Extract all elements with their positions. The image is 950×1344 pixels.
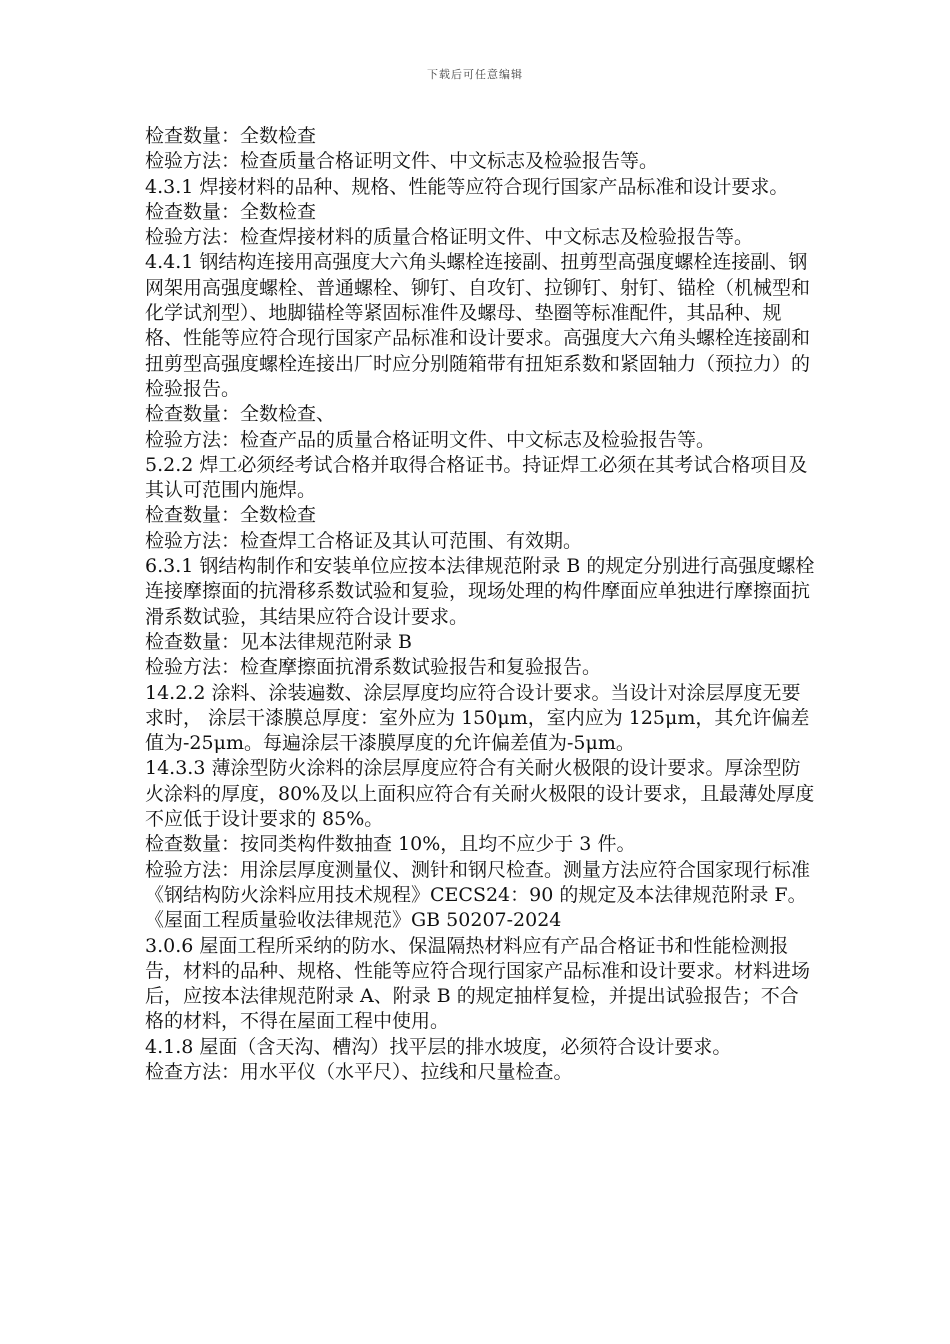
paragraph: 检查数量：全数检查、 [145, 403, 336, 426]
paragraph: 检验方法：检查焊工合格证及其认可范围、有效期。 [145, 529, 583, 552]
paragraph: 5.2.2 焊工必须经考试合格并取得合格证书。持证焊工必须在其考试合格项目及其认可范围内施焊。 [145, 453, 808, 502]
paragraph: 检查数量：全数检查 [145, 200, 317, 223]
paragraph: 检验方法：用涂层厚度测量仪、测针和钢尺检查。测量方法应符合国家现行标准《钢结构防火涂料应用技术规程》CECS24：90 的规定及本法律规范附录 F。 [145, 858, 811, 906]
paragraph: 4.4.1 钢结构连接用高强度大六角头螺栓连接副、扭剪型高强度螺栓连接副、钢网架用高强度螺栓、普通螺栓、铆钉、自攻钉、拉铆钉、射钉、锚栓（机械型和化学试剂型）、地脚锚栓等紧固标准件及螺母、垫圈等标准配件，其品种、规格、性能等应符合现行国家产品标准和设计要求。高强度大六角头螺栓连接副和扭剪型高强度螺栓连接出厂时应分别随箱带有扭矩系数和紧固轴力（预拉力）的检验报告。 [145, 251, 811, 400]
paragraph: 检查数量：按同类构件数抽查 10%，且均不应少于 3 件。 [145, 833, 636, 856]
paragraph: 检验方法：检查焊接材料的质量合格证明文件、中文标志及检验报告等。 [145, 226, 754, 249]
paragraph: 3.0.6 屋面工程所采纳的防水、保温隔热材料应有产品合格证书和性能检测报告，材料的品种、规格、性能等应符合现行国家产品标准和设计要求。材料进场后，应按本法律规范附录 A、附录 B 的规定抽样复检，并提出试验报告；不合格的材料，不得在屋面工程中使用。 [145, 934, 811, 1033]
paragraph: 14.3.3 薄涂型防火涂料的涂层厚度应符合有关耐火极限的设计要求。厚涂型防火涂料的厚度，80%及以上面积应符合有关耐火极限的设计要求，且最薄处厚度不应低于设计要求的 85%。 [145, 757, 815, 831]
paragraph: 4.1.8 屋面（含天沟、槽沟）找平层的排水坡度，必须符合设计要求。 [145, 1035, 732, 1058]
paragraph: 检验方法：检查质量合格证明文件、中文标志及检验报告等。 [145, 150, 659, 173]
page-header: 下载后可任意编辑 [427, 68, 523, 81]
paragraph: 4.3.1 焊接材料的品种、规格、性能等应符合现行国家产品标准和设计要求。 [145, 175, 789, 198]
document-body [145, 124, 815, 1085]
paragraph: 《屋面工程质量验收法律规范》GB 50207-2024 [145, 909, 562, 932]
paragraph: 检验方法：检查产品的质量合格证明文件、中文标志及检验报告等。 [145, 428, 716, 451]
paragraph: 检查数量：全数检查 [145, 504, 317, 527]
paragraph: 14.2.2 涂料、涂装遍数、涂层厚度均应符合设计要求。当设计对涂层厚度无要求时， 涂层干漆膜总厚度：室外应为 150μm，室内应为 125μm，其允许偏差值为-25μm。每遍涂层干漆膜厚度的允许偏差值为-5μm。 [145, 681, 810, 755]
paragraph: 检验方法：检查摩擦面抗滑系数试验报告和复验报告。 [145, 656, 602, 679]
paragraph: 检查方法：用水平仪（水平尺）、拉线和尺量检查。 [145, 1060, 573, 1083]
paragraph: 检查数量：全数检查 [145, 125, 317, 147]
paragraph: 检查数量：见本法律规范附录 B [145, 630, 413, 653]
paragraph: 6.3.1 钢结构制作和安装单位应按本法律规范附录 B 的规定分别进行高强度螺栓连接摩擦面的抗滑移系数试验和复验，现场处理的构件摩面应单独进行摩擦面抗滑系数试验，其结果应符合设计要求。 [145, 555, 815, 628]
